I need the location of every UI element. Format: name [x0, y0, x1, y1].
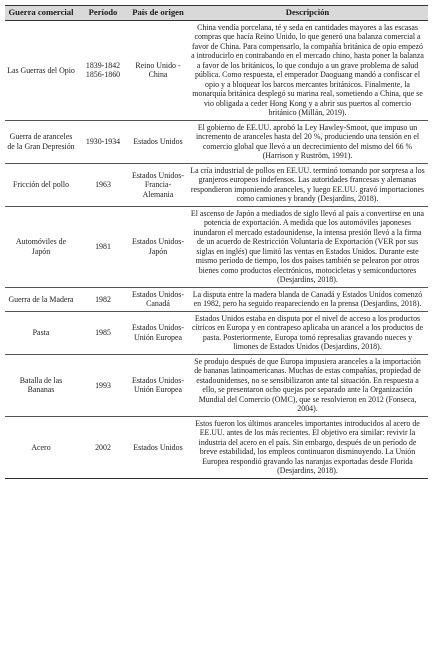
cell-pais: Estados Unidos [129, 416, 187, 478]
cell-descripcion: Se produjo después de que Europa impusiera aranceles a la importación de bananas latinoamericanas. Muchas de estas compañías, propiedad de estadounidenses, no se sensibilizaron ante tal situación. En respuesta a ello, se presentaron ocho quejas por separado ante la Organización Mundial del Comercio (OMC), que se resolvieron en 2012 (Fonseca, 2004). [187, 354, 428, 416]
periodo-value: 1985 [95, 328, 111, 338]
cell-descripcion: La cría industrial de pollos en EE.UU. terminó tomando por sorpresa a los granjeros europeos indefensos. Las autoridades francesas y alemanas respondieron imponiendo aranceles, y luego EE.UU. gravó importaciones como camiones y brandy (Desjardins, 2018). [187, 163, 428, 206]
header-row [5, 6, 428, 21]
table-row [5, 206, 428, 287]
table-row [5, 20, 428, 120]
cell-pais: Estados Unidos-Canadá [129, 287, 187, 311]
cell-descripcion: La disputa entre la madera blanda de Canadá y Estados Unidos comenzó en 1982, pero ha seguido reapareciendo en la prensa (Desjardins, 2018). [187, 287, 428, 311]
table-row [5, 287, 428, 311]
header-periodo: Período [77, 6, 129, 21]
cell-guerra: Batalla de las Bananas [5, 354, 77, 416]
table-row [5, 416, 428, 478]
cell-descripcion: El ascenso de Japón a mediados de siglo llevó al país a convertirse en una potencia de exportación. A medida que los automóviles japoneses inundaron el mercado estadounidense, la intensa presión llevó a la firma de un acuerdo de Restricción Voluntaria de Exportación (VER por sus siglas en inglés) que limitó las ventas en Estados Unidos. Durante este mismo período de tiempo, los dos países también se pelearon por otros bienes como productos electrónicos, motocicletas y semiconductores (Desjardins, 2018). [187, 206, 428, 287]
cell-pais: Estados Unidos-Unión Europea [129, 311, 187, 354]
cell-pais: Estados Unidos-Unión Europea [129, 354, 187, 416]
cell-descripcion: El gobierno de EE.UU. aprobó la Ley Hawley-Smoot, que impuso un incremento de aranceles hasta del 20 %, produciendo una tensión en el comercio global que llevó a un decrecimiento del mismo del 66 % (Harrison y Ruström, 1991). [187, 120, 428, 163]
header-descripcion: Descripción [187, 6, 428, 21]
periodo-value: 1856-1860 [85, 70, 121, 80]
cell-descripcion: China vendía porcelana, té y seda en cantidades mayores a las escasas compras que hacía Reino Unido, lo que generó una balanza comercial a favor de China. Para compensarlo, la compañía británica de opio empezó a introducirlo en contrabando en el mercado chino, hasta poner la balanza a favor de los británicos, lo que condujo a un grave problema de salud pública. Como respuesta, el emperador Daoguang mandó a confiscar el opio y a bloquear los barcos mercantes británicos. Finalmente, la monarquía británica desplegó su marina real, sometiendo a China, que se vio obligada a ceder Hong Kong y a abrir sus puertos al comercio británico (Millán, 2019). [187, 20, 428, 120]
cell-pais: Estados Unidos-Francia-Alemania [129, 163, 187, 206]
trade-wars-table [5, 5, 428, 479]
periodo-value: 1963 [95, 180, 111, 190]
cell-pais: Estados Unidos-Japón [129, 206, 187, 287]
table-row [5, 163, 428, 206]
cell-guerra: Las Guerras del Opio [5, 20, 77, 120]
cell-guerra: Fricción del pollo [5, 163, 77, 206]
periodo-value: 1981 [95, 242, 111, 252]
periodo-value: 2002 [95, 442, 111, 452]
cell-periodo [77, 354, 129, 416]
periodo-value: 1839-1842 [85, 60, 121, 70]
cell-guerra: Automóviles de Japón [5, 206, 77, 287]
cell-pais: Reino Unido - China [129, 20, 187, 120]
cell-periodo [77, 163, 129, 206]
cell-periodo [77, 416, 129, 478]
cell-pais: Estados Unidos [129, 120, 187, 163]
header-guerra: Guerra comercial [5, 6, 77, 21]
cell-periodo [77, 206, 129, 287]
cell-guerra: Pasta [5, 311, 77, 354]
cell-guerra: Guerra de aranceles de la Gran Depresión [5, 120, 77, 163]
cell-periodo [77, 287, 129, 311]
cell-descripcion: Estados Unidos estaba en disputa por el nivel de acceso a los productos cítricos en Europa y en contrapeso aplicaba un arancel a los productos de pasta. Posteriormente, Europa tomó represalias gravando nueces y limones de Estados Unidos (Desjardins, 2018). [187, 311, 428, 354]
cell-guerra: Guerra de la Madera [5, 287, 77, 311]
cell-guerra: Acero [5, 416, 77, 478]
table-header [5, 6, 428, 21]
table-row [5, 354, 428, 416]
table-body [5, 20, 428, 478]
periodo-value: 1982 [95, 294, 111, 304]
table-row [5, 120, 428, 163]
periodo-value: 1993 [95, 380, 111, 390]
cell-periodo [77, 311, 129, 354]
cell-periodo [77, 20, 129, 120]
cell-periodo [77, 120, 129, 163]
periodo-value: 1930-1934 [85, 137, 121, 147]
cell-descripcion: Estos fueron los últimos aranceles importantes introducidos al acero de EE.UU. antes de los más recientes. El objetivo era similar: revivir la industria del acero en el país. Sin embargo, después de un período de breve estabilidad, los empleos continuaron disminuyendo. La Unión Europea respondió gravando las naranjas exportadas desde Florida (Desjardins, 2018). [187, 416, 428, 478]
table-row [5, 311, 428, 354]
header-pais: País de origen [129, 6, 187, 21]
